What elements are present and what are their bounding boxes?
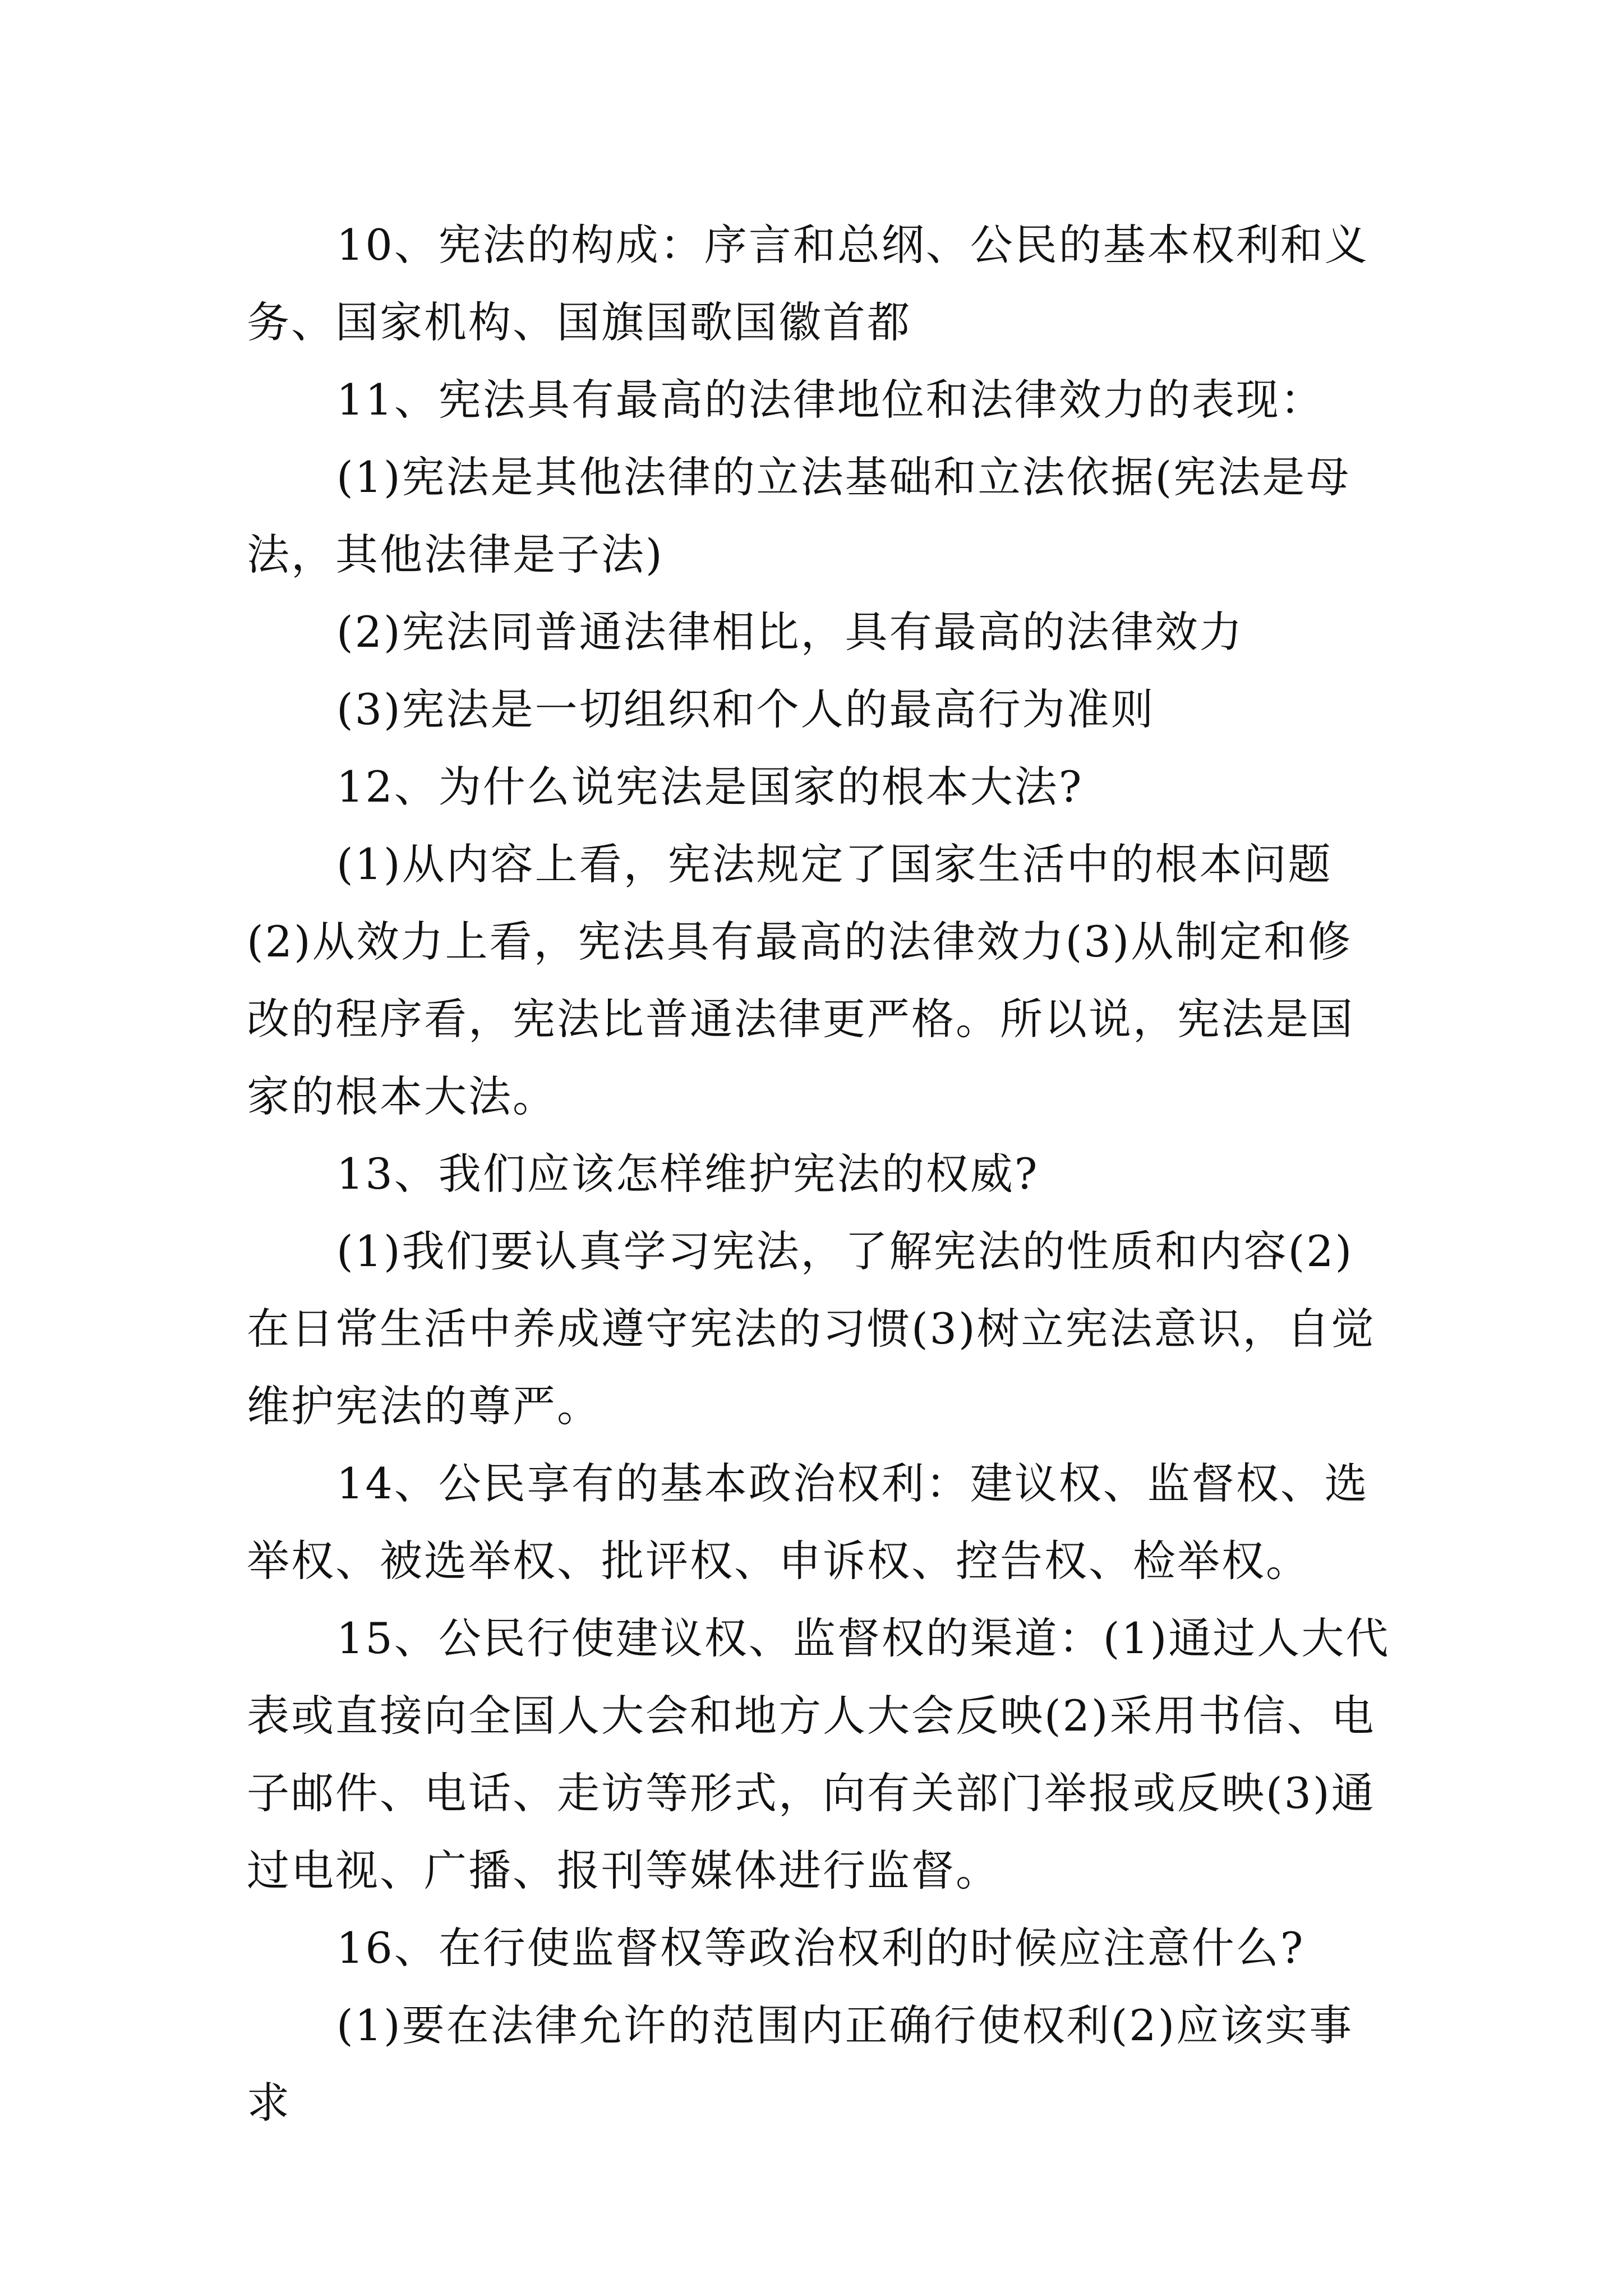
paragraph-supreme-status-point-1: (1)宪法是其他法律的立法基础和立法依据(宪法是母法，其他法律是子法): [247, 452, 1351, 579]
paragraph-supreme-status-point-3: (3)宪法是一切组织和个人的最高行为准则: [336, 684, 1155, 734]
paragraph-rights-cautions-answer: (1)要在法律允许的范围内正确行使权利(2)应该实事求: [247, 2000, 1354, 2128]
paragraph-supreme-status-point-2: (2)宪法同普通法律相比，具有最高的法律效力: [336, 607, 1244, 657]
paragraph-supervision-channels: 15、公民行使建议权、监督权的渠道：(1)通过人大代表或直接向全国人大会和地方人大会反映(2)采用书信、电子邮件、电话、走访等形式，向有关部门举报或反映(3)通过电视、广播、报刊等媒体进行监督。: [247, 1613, 1390, 1895]
paragraph-rights-cautions-question: 16、在行使监督权等政治权利的时候应注意什么?: [336, 1923, 1305, 1973]
paragraph-political-rights: 14、公民享有的基本政治权利：建议权、监督权、选举权、被选举权、批评权、申诉权、控告权、检举权。: [247, 1458, 1369, 1586]
paragraph-constitution-structure: 10、宪法的构成：序言和总纲、公民的基本权利和义务、国家机构、国旗国歌国徽首都: [247, 220, 1369, 347]
paragraph-supreme-status-heading: 11、宪法具有最高的法律地位和法律效力的表现：: [336, 375, 1325, 425]
paragraph-maintain-authority-question: 13、我们应该怎样维护宪法的权威?: [336, 1149, 1039, 1199]
document-body: [247, 206, 1391, 2142]
paragraph-maintain-authority-answer: (1)我们要认真学习宪法，了解宪法的性质和内容(2)在日常生活中养成遵守宪法的习惯(3)树立宪法意识，自觉维护宪法的尊严。: [247, 1226, 1376, 1431]
paragraph-fundamental-law-question: 12、为什么说宪法是国家的根本大法?: [336, 762, 1083, 812]
paragraph-fundamental-law-answer: (1)从内容上看，宪法规定了国家生活中的根本问题(2)从效力上看，宪法具有最高的法律效力(3)从制定和修改的程序看，宪法比普通法律更严格。所以说，宪法是国家的根本大法。: [247, 839, 1354, 1121]
